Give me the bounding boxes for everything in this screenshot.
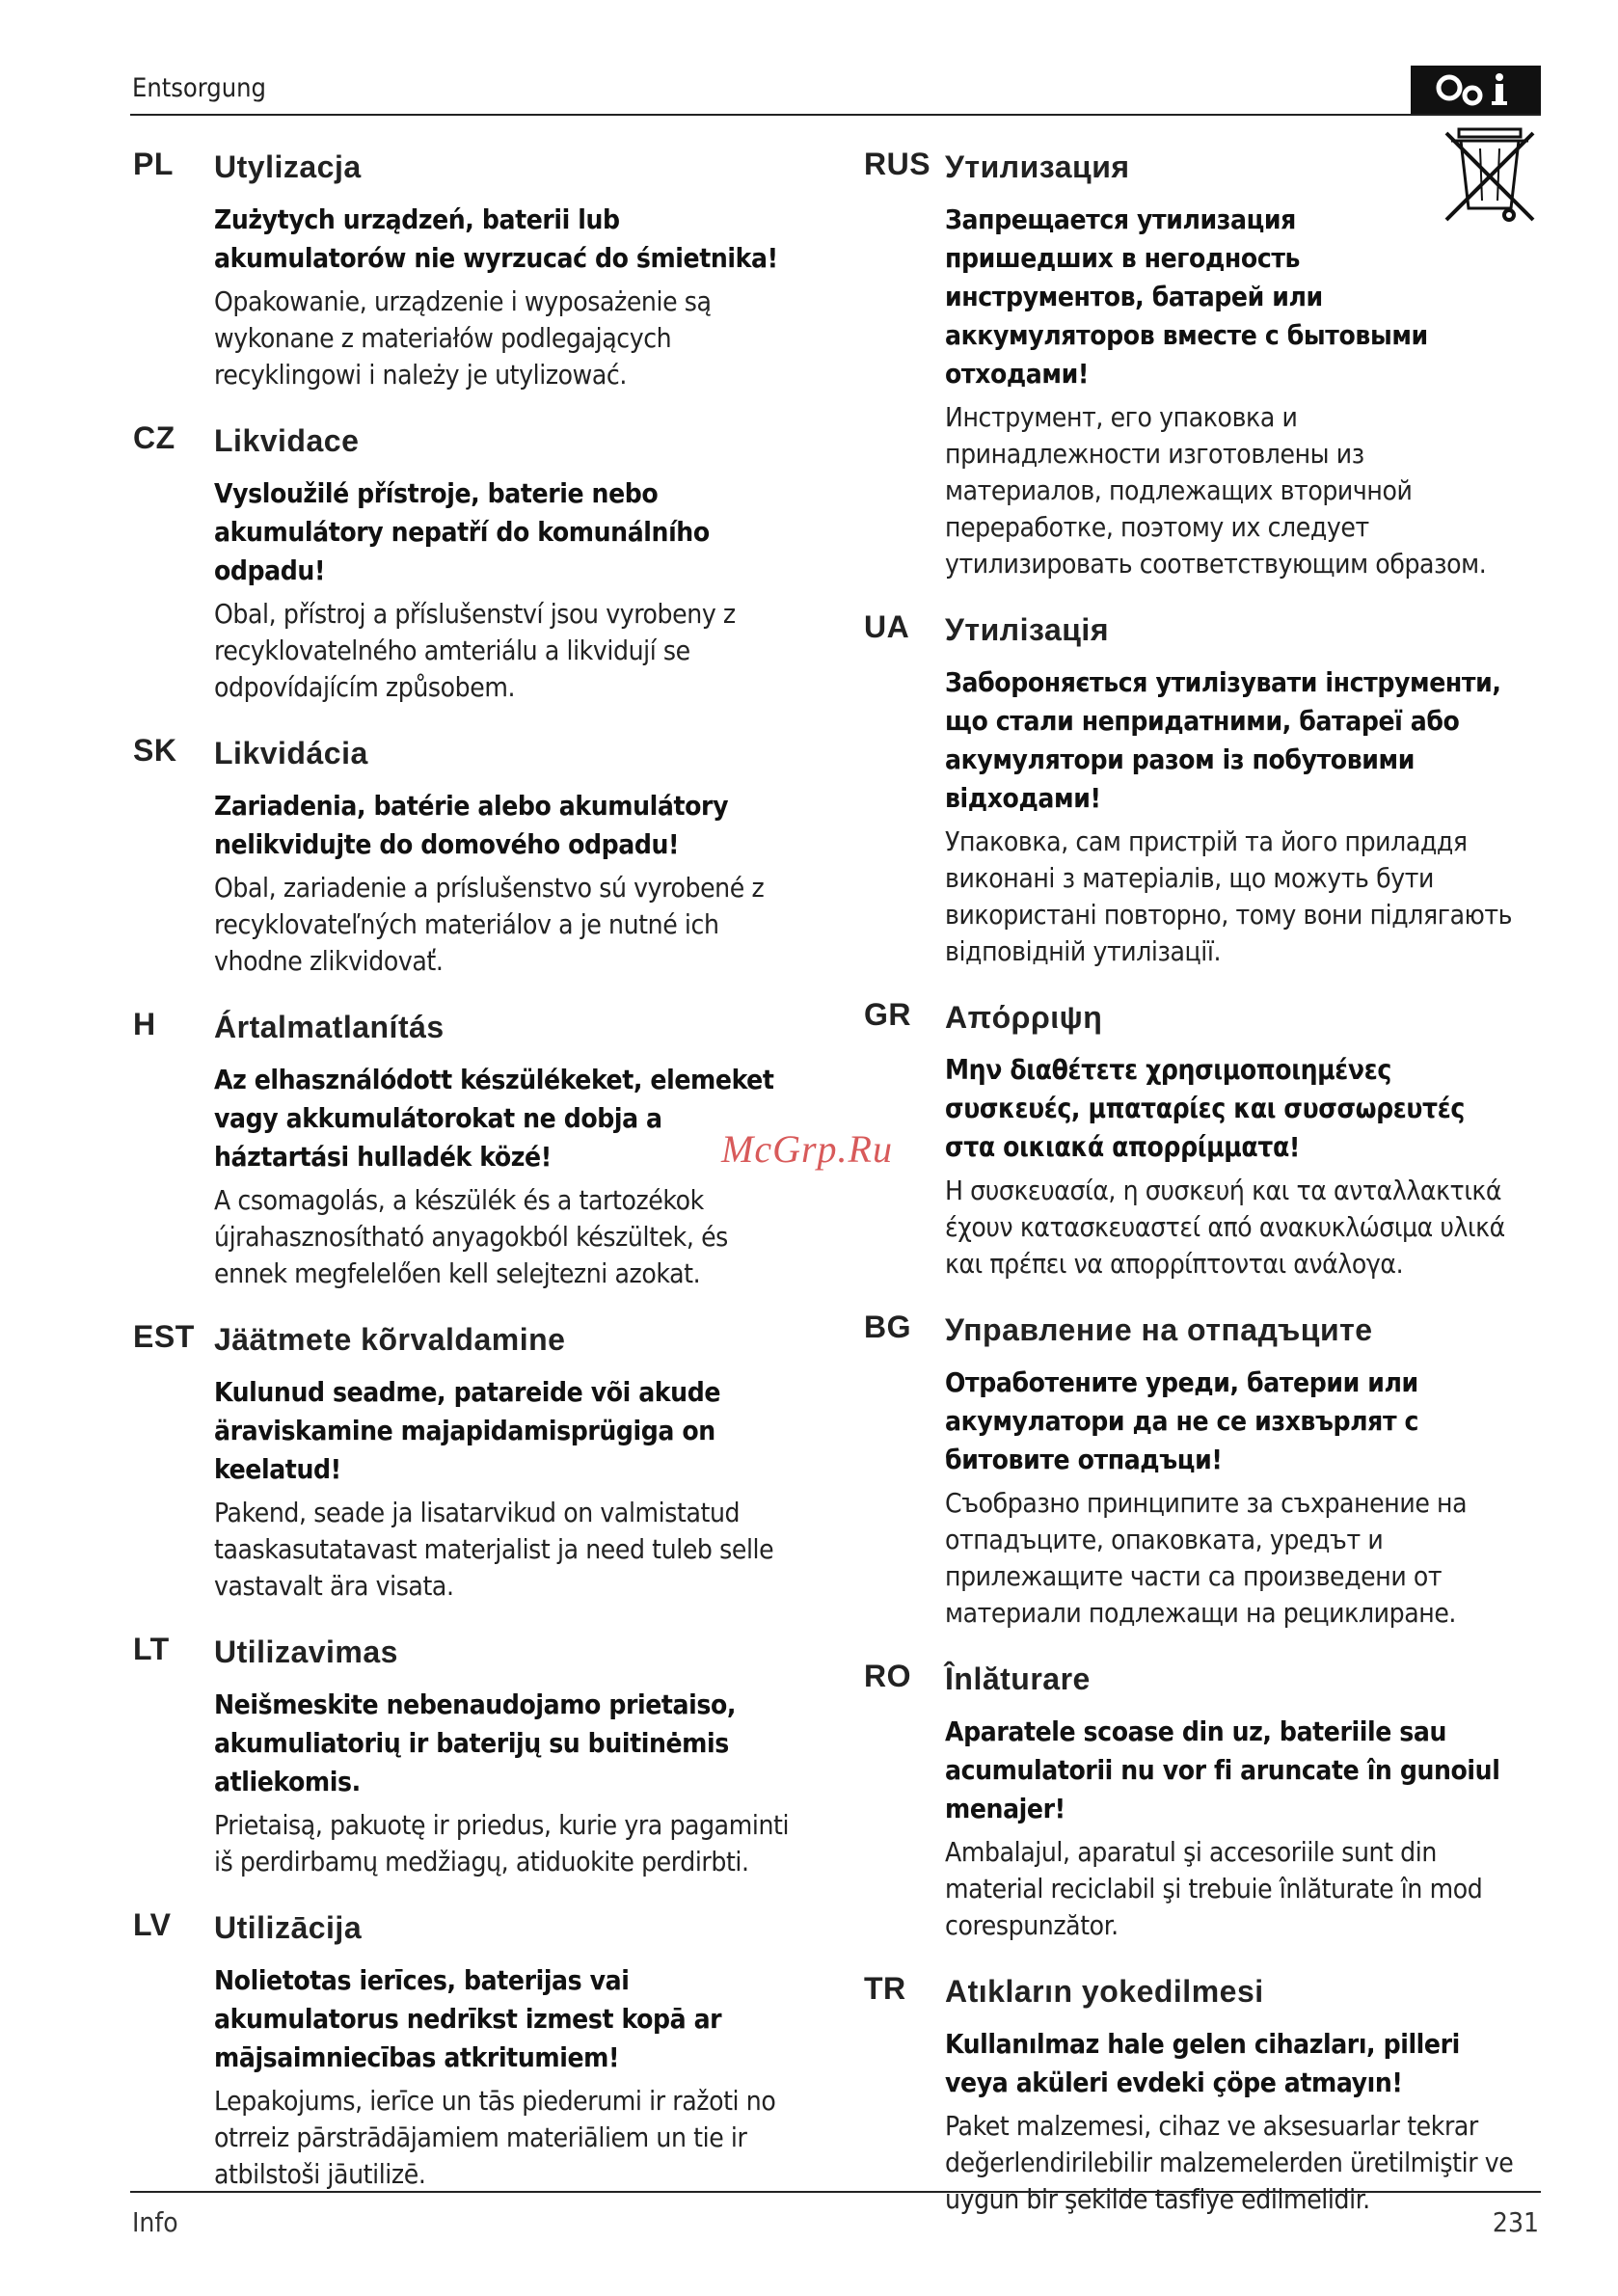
disposal-section-gr	[861, 997, 1517, 1283]
body-text: Η συσκευασία, η συσκευή και τα ανταλλακτικά έχουν κατασκευαστεί από ανακυκλώσιμα υλικά και πρέπει να απορρίπτονται ανάλογα.	[945, 1175, 1505, 1280]
warning-text: Μην διαθέτετε χρησιμοποιημένες συσκευές, μπαταρίες και συσσωρευτές στα οικιακά απορρίμματα!	[945, 1054, 1465, 1163]
warning-text: Kullanılmaz hale gelen cihazları, pilleri veya aküleri evdeki çöpe atmayın!	[945, 2028, 1460, 2098]
language-code: RUS	[864, 147, 931, 181]
disposal-section-ro	[861, 1659, 1517, 1944]
body-text: Инструмент, его упаковка и принадлежности изготовлены из материалов, подлежащих вторичной переработке, поэтому их следует утилизировать соответствующим образом.	[945, 401, 1487, 580]
section-title: Likvidace	[214, 423, 360, 458]
left-column	[130, 147, 796, 2220]
section-title: Atıkların yokedilmesi	[945, 1974, 1264, 2009]
disposal-section-ua	[861, 609, 1517, 970]
disposal-section-pl	[130, 147, 796, 393]
language-code: H	[133, 1007, 156, 1041]
section-title: Înlăturare	[945, 1661, 1091, 1696]
disposal-section-sk	[130, 733, 796, 980]
language-code: SK	[133, 733, 177, 768]
language-code: BG	[864, 1310, 911, 1344]
body-text: Paket malzemesi, cihaz ve aksesuarlar tekrar değerlendirilebilir malzemelerden üretilmiştir ve uygun bir şekilde tasfiye edilmelidir.	[945, 2110, 1514, 2215]
body-text: Ambalajul, aparatul şi accesoriile sunt din material reciclabil şi trebuie înlăturate în mod corespunzător.	[945, 1836, 1483, 1941]
section-title: Управление на отпадъците	[945, 1312, 1373, 1347]
right-column	[861, 147, 1517, 2245]
section-title: Ártalmatlanítás	[214, 1010, 445, 1044]
disposal-section-lv	[130, 1907, 796, 2193]
header-title: Entsorgung	[132, 73, 266, 103]
body-text: Съобразно принципите за съхранение на отпадъците, опаковката, уредът и прилежащите части са произведени от материали подлежащи на рециклиране.	[945, 1487, 1468, 1629]
body-text: Obal, přístroj a příslušenství jsou vyrobeny z recyklovatelného amteriálu a likvidují se odpovídajícím způsobem.	[214, 598, 736, 703]
body-text: Opakowanie, urządzenie i wyposażenie są wykonane z materiałów podlegających recyklingowi i należy je utylizować.	[214, 285, 712, 391]
warning-text: Отработените уреди, батерии или акумулатори да не се изхвърлят с битовите отпадъци!	[945, 1366, 1419, 1475]
body-text: A csomagolás, a készülék és a tartozékok újrahasznosítható anyagokból készültek, és ennek megfelelően kell selejtezni azokat.	[214, 1184, 728, 1289]
disposal-section-bg	[861, 1310, 1517, 1632]
language-code: RO	[864, 1659, 911, 1693]
language-code: LV	[133, 1907, 172, 1942]
disposal-section-lt	[130, 1632, 796, 1880]
body-text: Lepakojums, ierīce un tās piederumi ir ražoti no otrreiz pārstrādājamiem materiāliem un tie ir atbilstoši jāutilizē.	[214, 2085, 776, 2190]
warning-text: Kulunud seadme, patareide või akude äraviskamine majapidamisprügiga on keelatud!	[214, 1376, 721, 1485]
language-code: PL	[133, 147, 174, 181]
page-number: 231	[1492, 2206, 1539, 2238]
warning-text: Neišmeskite nebenaudojamo prietaiso, akumuliatorių ir baterijų su buitinėmis atliekomis.	[214, 1688, 737, 1797]
section-title: Likvidácia	[214, 736, 368, 770]
page-footer	[130, 2191, 1541, 2241]
footer-section-label: Info	[132, 2206, 178, 2238]
info-badge-icon	[1411, 66, 1541, 114]
warning-text: Vysloužilé přístroje, baterie nebo akumulátory nepatří do komunálního odpadu!	[214, 477, 710, 586]
warning-text: Zużytych urządzeń, baterii lub akumulatorów nie wyrzucać do śmietnika!	[214, 203, 778, 274]
disposal-section-tr	[861, 1971, 1517, 2218]
warning-text: Nolietotas ierīces, baterijas vai akumulatorus nedrīkst izmest kopā ar mājsaimniecības atkritumiem!	[214, 1964, 722, 2073]
section-title: Απόρριψη	[945, 1000, 1103, 1035]
disposal-section-est	[130, 1319, 796, 1605]
section-title: Utilizācija	[214, 1910, 363, 1945]
page-header	[130, 66, 1541, 116]
language-code: TR	[864, 1971, 906, 2006]
language-code: LT	[133, 1632, 170, 1666]
language-code: EST	[133, 1319, 195, 1354]
warning-text: Az elhasználódott készülékeket, elemeket vagy akkumulátorokat ne dobja a háztartási hulladék közé!	[214, 1064, 774, 1173]
section-title: Утилизация	[945, 149, 1130, 184]
disposal-section-h	[130, 1007, 796, 1292]
body-text: Упаковка, сам пристрій та його приладдя виконані з матеріалів, що можуть бути використані повторно, тому вони підлягають відповідній утилізації.	[945, 825, 1513, 967]
warning-text: Запрещается утилизация пришедших в негодность инструментов, батарей или аккумуляторов вместе с бытовыми отходами!	[945, 203, 1428, 390]
body-text: Prietaisą, pakuotę ir priedus, kurie yra pagaminti iš perdirbamų medžiagų, atiduokite perdirbti.	[214, 1809, 790, 1877]
warning-text: Забороняється утилізувати інструменти, що стали непридатними, батареї або акумулятори разом із побутовими відходами!	[945, 666, 1501, 814]
section-title: Utylizacja	[214, 149, 362, 184]
language-code: GR	[864, 997, 911, 1032]
warning-text: Zariadenia, batérie alebo akumulátory nelikvidujte do domového odpadu!	[214, 790, 729, 860]
body-text: Pakend, seade ja lisatarvikud on valmistatud taaskasutatavast materjalist ja need tuleb selle vastavalt ära visata.	[214, 1497, 774, 1602]
disposal-section-cz	[130, 420, 796, 706]
disposal-section-rus	[861, 147, 1517, 582]
section-title: Утилізація	[945, 612, 1109, 647]
watermark-text: McGrp.Ru	[721, 1127, 893, 1171]
warning-text: Aparatele scoase din uz, bateriile sau acumulatorii nu vor fi aruncate în gunoiul menajer!	[945, 1715, 1500, 1824]
language-code: UA	[864, 609, 910, 644]
section-title: Jäätmete kõrvaldamine	[214, 1322, 566, 1357]
language-code: CZ	[133, 420, 175, 455]
section-title: Utilizavimas	[214, 1634, 398, 1669]
body-text: Obal, zariadenie a príslušenstvo sú vyrobené z recyklovateľných materiálov a je nutné ich vhodne zlikvidovať.	[214, 872, 765, 977]
